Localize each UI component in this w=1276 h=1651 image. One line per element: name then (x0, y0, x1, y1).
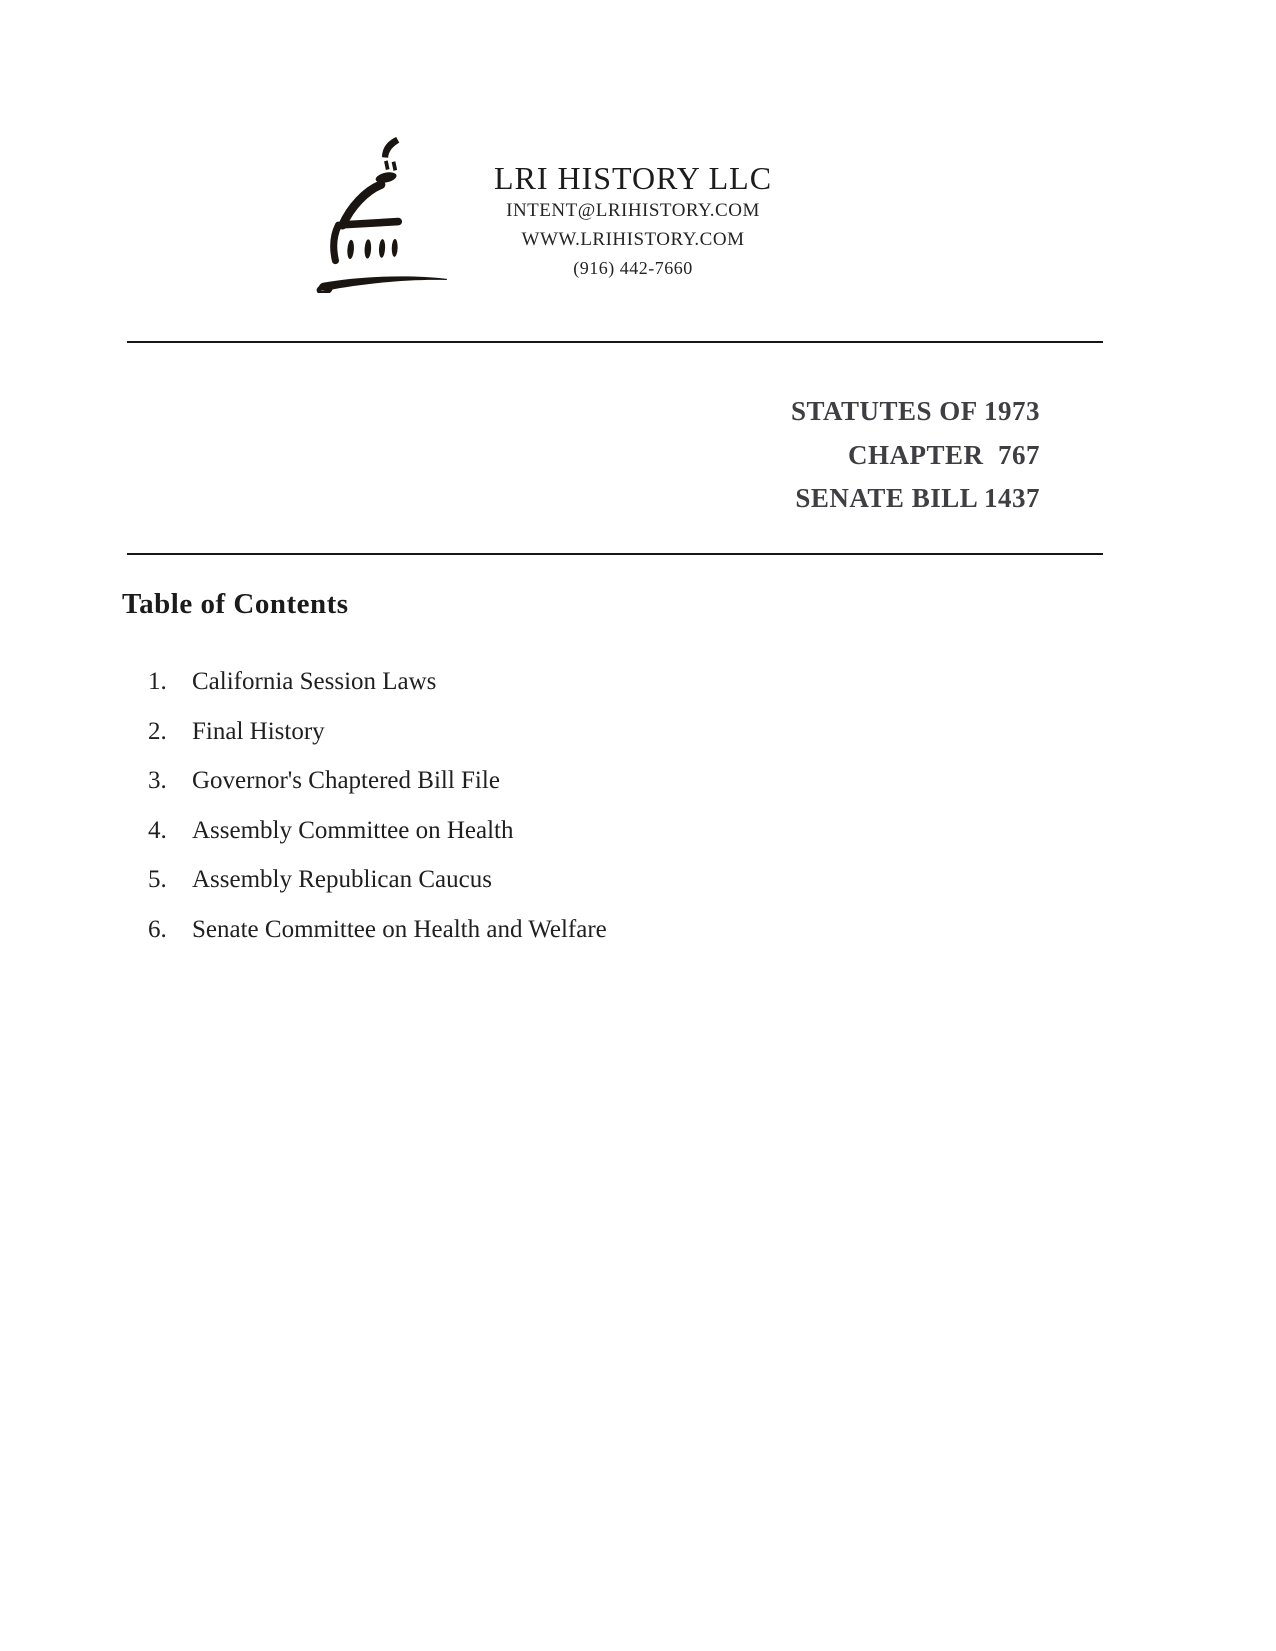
toc-item-number: 3. (148, 767, 167, 794)
toc-item (148, 756, 848, 806)
toc-item-label: Assembly Committee on Health (192, 816, 514, 844)
toc-item-label: California Session Laws (192, 668, 437, 695)
company-website: WWW.LRIHISTORY.COM (521, 229, 745, 250)
toc-title: Table of Contents (122, 588, 349, 620)
toc-item-number: 4. (148, 816, 167, 844)
toc-item-label: Governor's Chaptered Bill File (192, 767, 500, 794)
company-email: INTENT@LRIHISTORY.COM (506, 200, 760, 221)
toc-item (148, 855, 848, 905)
statutes-line: STATUTES OF 1973 (790, 396, 1040, 426)
toc-item-label: Assembly Republican Caucus (192, 866, 492, 893)
divider-bottom (127, 553, 1103, 555)
toc-item-label: Final History (192, 717, 325, 745)
toc-list (148, 657, 848, 954)
senate-bill-line: SENATE BILL 1437 (795, 483, 1040, 513)
toc-item (148, 707, 848, 757)
toc-item-number: 5. (148, 866, 167, 893)
toc-item-number: 2. (148, 717, 167, 745)
toc-item-number: 1. (148, 668, 167, 695)
toc-item (148, 905, 848, 955)
toc-item (148, 806, 848, 856)
toc-item (148, 657, 848, 707)
toc-item-number: 6. (148, 915, 167, 943)
company-name: LRI HISTORY LLC (493, 160, 773, 196)
letterhead (420, 160, 846, 283)
chapter-line: CHAPTER 767 (847, 439, 1040, 470)
toc-item-label: Senate Committee on Health and Welfare (192, 915, 607, 943)
company-phone: (916) 442-7660 (573, 258, 693, 278)
divider-top (127, 341, 1103, 343)
statute-reference-block (791, 390, 1040, 521)
